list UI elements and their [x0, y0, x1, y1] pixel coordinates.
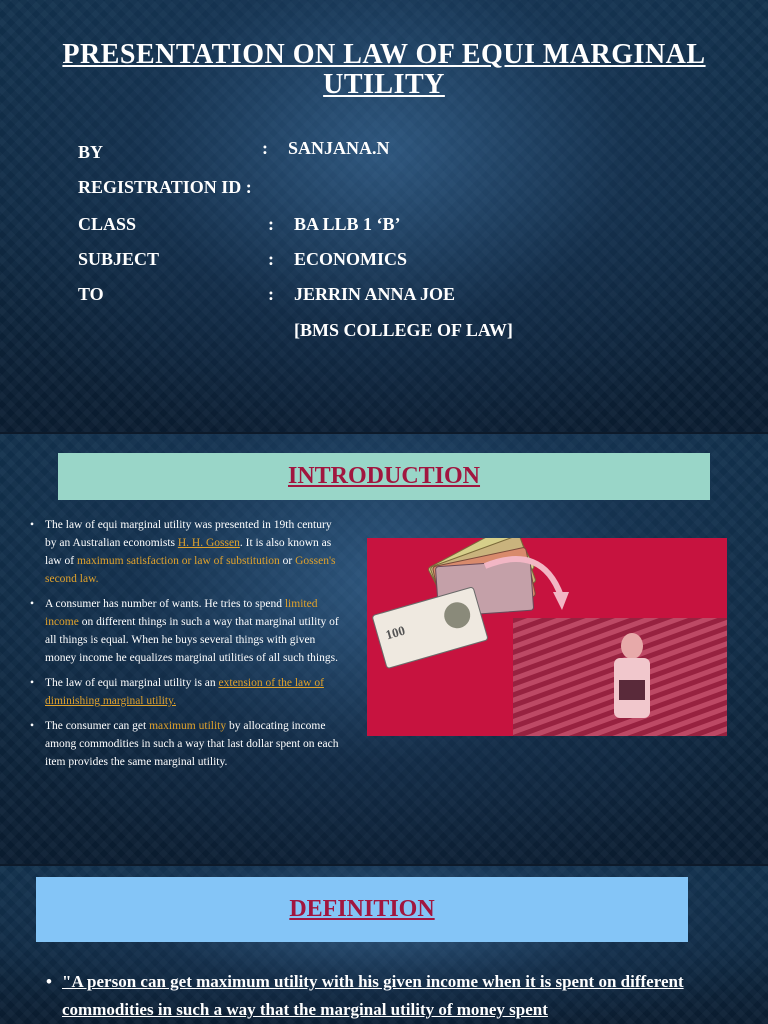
highlight-text: Gossen's second law. [45, 555, 336, 585]
introduction-slide [0, 434, 768, 864]
to-label: TO [78, 284, 104, 304]
bullet-text: by allocating income among commodities in such a way that last dollar spent on each item provides the same marginal utility. [45, 720, 339, 768]
highlight-text: maximum satisfaction or law of substitution [76, 555, 280, 567]
introduction-heading: INTRODUCTION [58, 453, 710, 500]
college-line: [BMS COLLEGE OF LAW] [294, 320, 513, 340]
definition-slide [0, 866, 768, 1024]
highlight-text: limited income [45, 598, 318, 628]
gossen-link[interactable]: H. H. Gossen [177, 537, 240, 549]
subject-value: ECONOMICS [294, 249, 408, 269]
title-slide [0, 0, 768, 432]
bullet-text: The consumer can get [45, 720, 150, 732]
bullet-text: . It is also known as law of [45, 537, 332, 567]
by-label: BY [78, 142, 104, 162]
subject-separator: : [268, 249, 274, 269]
class-value: BA LLB 1 ‘B’ [294, 214, 401, 234]
bullet-item [28, 674, 344, 710]
store-aisle-photo [513, 618, 727, 736]
extension-link[interactable]: extension of the law of diminishing marginal utility. [45, 677, 324, 707]
by-value: SANJANA.N [288, 138, 390, 158]
bullet-icon: • [46, 972, 52, 991]
note-value-label: 100 [383, 622, 407, 643]
class-label: CLASS [78, 214, 137, 234]
introduction-bullets [28, 516, 344, 778]
bullet-text: The law of equi marginal utility is an [45, 677, 219, 689]
by-separator: : [262, 138, 268, 158]
definition-text: "A person can get maximum utility with his given income when it is spent on different commodities in such a way that the marginal utility of money spent [62, 972, 684, 1019]
bullet-text: The law of equi marginal utility was presented in 19th century by an Australian economists [45, 519, 332, 549]
money-shopping-image [367, 538, 727, 736]
definition-quote [46, 968, 726, 1024]
to-separator: : [268, 284, 274, 304]
bullet-item [28, 516, 344, 588]
definition-heading: DEFINITION [36, 877, 688, 942]
presentation-title: PRESENTATION ON LAW OF EQUI MARGINAL UTILITY [62, 39, 706, 100]
subject-label: SUBJECT [78, 249, 160, 269]
class-separator: : [268, 214, 274, 234]
bullet-item [28, 595, 344, 667]
bullet-text: A consumer has number of wants. He tries to spend [45, 598, 285, 610]
bullet-item [28, 717, 344, 771]
money-shopping-illustration [367, 538, 727, 736]
bullet-text: or [279, 555, 296, 567]
highlight-text: maximum utility [149, 720, 227, 732]
registration-label: REGISTRATION ID : [78, 177, 252, 197]
bullet-text: on different things in such a way that marginal utility of all things is equal. When he buys several things with given money income he equalizes marginal utilities of all such things. [45, 616, 339, 664]
to-value: JERRIN ANNA JOE [294, 284, 456, 304]
